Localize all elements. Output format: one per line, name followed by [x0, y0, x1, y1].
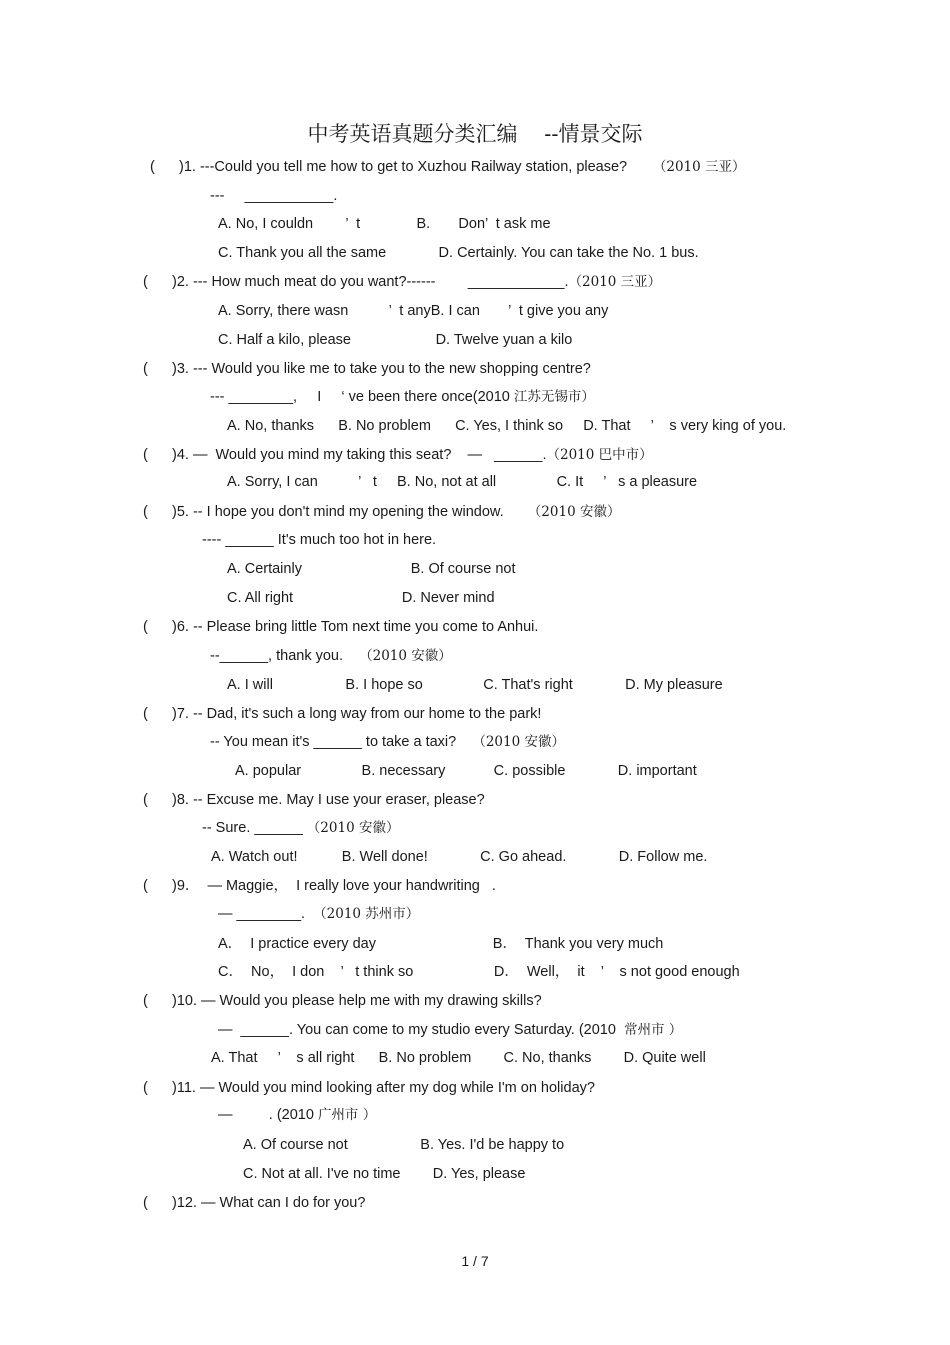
- text-segment: ( )11. — Would you mind looking after my dog while I'm on holiday?: [143, 1080, 595, 1096]
- page-title: 中考英语真题分类汇编 --情景交际: [307, 122, 643, 146]
- question-2-stem: [143, 273, 661, 291]
- question-4-stem: [143, 446, 653, 464]
- text-segment: 江苏无锡市）: [513, 389, 595, 405]
- question-3-line-2: [227, 417, 786, 435]
- question-4-line-1: [227, 473, 697, 491]
- text-segment: ( )9． — Maggie， I really love your handwriting .: [143, 878, 496, 894]
- question-1-line-3: [218, 244, 699, 262]
- question-11-line-3: [243, 1165, 525, 1183]
- text-segment: A. No, thanks B. No problem C. Yes, I think so D. That ’ s very king of you.: [227, 418, 787, 434]
- text-segment: --- ___________.: [210, 188, 338, 204]
- question-5-line-1: [202, 531, 436, 549]
- text-segment: ( )10. — Would you please help me with my drawing skills?: [143, 993, 542, 1009]
- question-9-stem: [143, 877, 496, 895]
- text-segment: 广州市 ）: [317, 1107, 377, 1123]
- text-segment: — ______. You can come to my studio every Saturday. (2010: [218, 1022, 624, 1038]
- text-segment: （2010 安徽）: [527, 504, 621, 520]
- question-7-line-1: [210, 733, 565, 751]
- text-segment: C. Thank you all the same D. Certainly. You can take the No. 1 bus.: [218, 245, 699, 261]
- text-segment: （2010 巴中市）: [546, 447, 653, 463]
- question-1-stem: [150, 158, 746, 176]
- question-6-stem: [143, 618, 538, 636]
- question-2-line-2: [218, 331, 572, 349]
- question-11-line-2: [243, 1136, 564, 1154]
- text-segment: （2010 安徽）: [472, 734, 565, 750]
- text-segment: --- ________, I ‘ ve been there once(2010: [210, 389, 514, 405]
- text-segment: A. Watch out! B. Well done! C. Go ahead. D. Follow me.: [211, 849, 708, 865]
- text-segment: ( )5. -- I hope you don't mind my opening the window.: [143, 504, 528, 520]
- question-5-line-3: [227, 589, 495, 607]
- question-6-line-2: [227, 676, 723, 694]
- question-10-stem: [143, 992, 542, 1010]
- question-11-line-1: [218, 1106, 376, 1124]
- text-segment: A. I will B. I hope so C. That's right D. My pleasure: [227, 677, 723, 693]
- question-7-line-2: [235, 762, 697, 780]
- question-11-stem: [143, 1079, 595, 1097]
- text-segment: A. Certainly B. Of course not: [227, 561, 516, 577]
- question-10-line-1: [218, 1021, 682, 1039]
- text-segment: — ________.: [218, 906, 314, 922]
- text-segment: ’ t: [313, 216, 361, 232]
- text-segment: （2010 安徽）: [306, 820, 400, 836]
- text-segment: ( )8. -- Excuse me. May I use your eraser, please?: [143, 792, 485, 808]
- text-segment: --______, thank you.: [210, 648, 360, 664]
- question-3-stem: [143, 360, 591, 378]
- text-segment: （2010 三亚）: [627, 159, 746, 175]
- text-segment: （2010 苏州市）: [313, 906, 420, 922]
- text-segment: — . (2010: [218, 1107, 318, 1123]
- text-segment: A. That ’ s all right B. No problem C. No, thanks D. Quite well: [211, 1050, 706, 1066]
- question-12-stem: [143, 1194, 365, 1212]
- text-segment: ( )7. -- Dad, it's such a long way from our home to the park!: [143, 706, 542, 722]
- text-segment: A. Sorry, I can ’ t B. No, not at all C. It ’ s a pleasure: [227, 474, 698, 490]
- question-2-line-1: [218, 302, 608, 320]
- text-segment: ( )3. --- Would you like me to take you to the new shopping centre?: [143, 361, 591, 377]
- text-segment: A. No, I couldn: [218, 216, 314, 232]
- text-segment: （2010 安徽）: [359, 648, 452, 664]
- question-1-line-1: [210, 187, 337, 205]
- question-6-line-1: [210, 647, 452, 665]
- text-segment: ( )6. -- Please bring little Tom next time you come to Anhui.: [143, 619, 539, 635]
- question-9-line-3: [218, 963, 740, 981]
- question-5-stem: [143, 503, 620, 521]
- text-segment: 常州市 ）: [623, 1022, 683, 1038]
- text-segment: ( )2. --- How much meat do you want?------ ____________.: [143, 274, 569, 290]
- text-segment: A. Of course not B. Yes. I'd be happy to: [243, 1137, 565, 1153]
- question-10-line-2: [211, 1049, 706, 1067]
- text-segment: C. Half a kilo, please D. Twelve yuan a kilo: [218, 332, 573, 348]
- text-segment: C. Not at all. I've no time D. Yes, please: [243, 1166, 526, 1182]
- text-segment: ( )1. ---Could you tell me how to get to Xuzhou Railway station, please?: [150, 159, 628, 175]
- page-number: 1 / 7: [461, 1253, 489, 1269]
- question-5-line-2: [227, 560, 516, 578]
- question-9-line-2: [218, 935, 663, 953]
- text-segment: A. Sorry, there wasn ’ t anyB. I can ’ t give you any: [218, 303, 609, 319]
- question-8-stem: [143, 791, 485, 809]
- question-9-line-1: [218, 905, 419, 923]
- question-1-line-2: [218, 215, 551, 233]
- text-segment: A. popular B. necessary C. possible D. important: [235, 763, 697, 779]
- question-3-line-1: [210, 388, 595, 406]
- text-segment: C． No， I don ’ t think so D． Well， it ’ s not good enough: [218, 964, 740, 980]
- text-segment: -- You mean it's ______ to take a taxi?: [210, 734, 473, 750]
- text-segment: C. All right D. Never mind: [227, 590, 495, 606]
- text-segment: -- Sure. ______: [202, 820, 307, 836]
- text-segment: ( )12. — What can I do for you?: [143, 1195, 366, 1211]
- text-segment: A． I practice every day B． Thank you very much: [218, 936, 664, 952]
- question-8-line-2: [211, 848, 707, 866]
- question-8-line-1: [202, 819, 399, 837]
- text-segment: （2010 三亚）: [568, 274, 662, 290]
- text-segment: ---- ______ It's much too hot in here.: [202, 532, 437, 548]
- text-segment: ( )4. — Would you mind my taking this seat? — ______.: [143, 447, 547, 463]
- text-segment: B. Don’ t ask me: [360, 216, 551, 232]
- question-7-stem: [143, 705, 541, 723]
